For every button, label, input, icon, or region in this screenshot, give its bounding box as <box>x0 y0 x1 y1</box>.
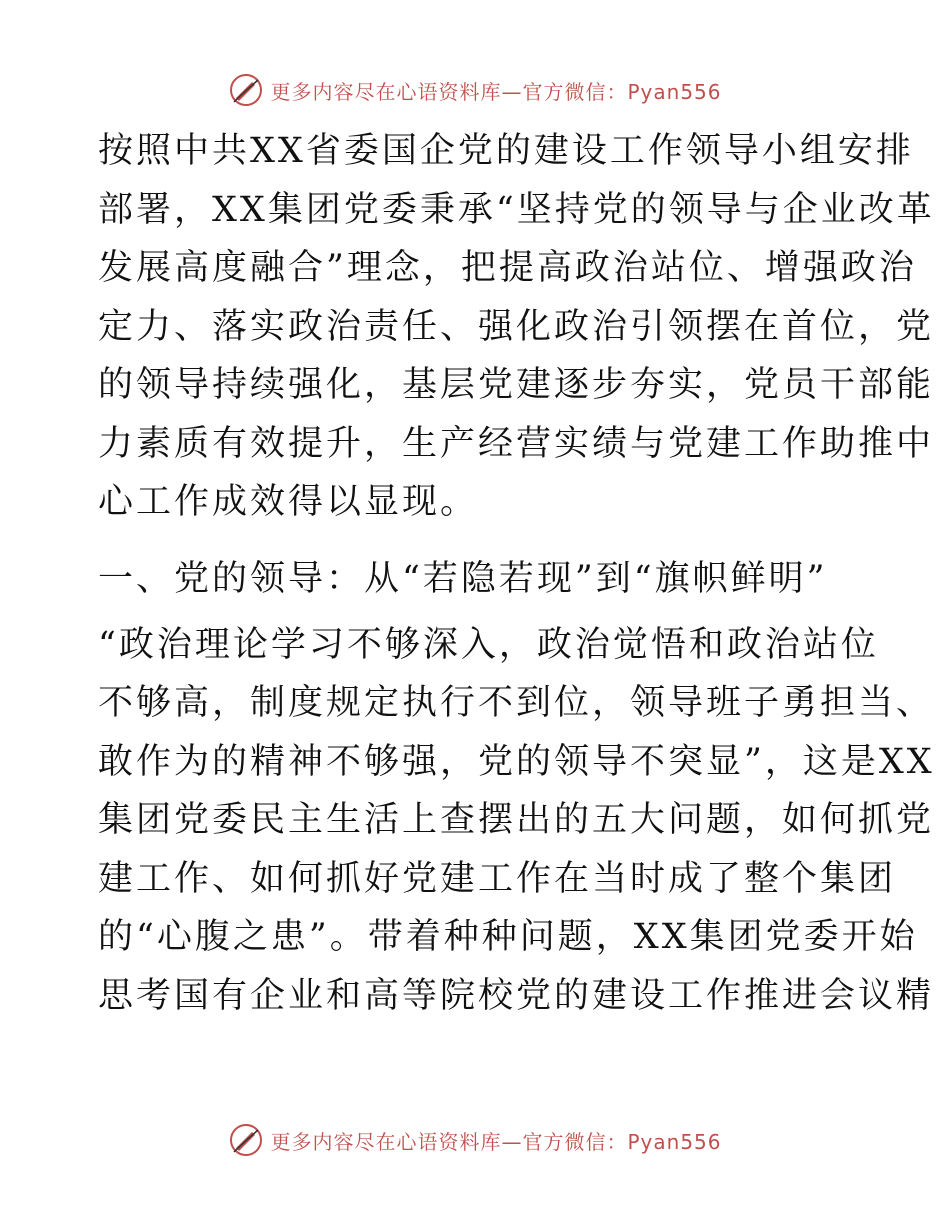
text-line: 定力、落实政治责任、强化政治引领摆在首位，党 <box>98 306 935 347</box>
text-line: 心工作成效得以显现。 <box>98 482 479 522</box>
document-body <box>98 122 935 1025</box>
text-line: 不够高，制度规定执行不到位，领导班子勇担当、 <box>98 683 935 723</box>
text-line: 力素质有效提升，生产经营实绩与党建工作助推中 <box>98 423 935 464</box>
text-line: 部署，XX集团党委秉承“坚持党的领导与企业改革 <box>98 189 935 230</box>
footer-banner-text: 更多内容尽在心语资料库—官方微信：Pyan556 <box>270 1129 722 1154</box>
wechat-id: Pyan556 <box>627 79 722 104</box>
pen-logo-icon <box>228 72 264 108</box>
paragraph-intro <box>98 122 935 532</box>
header-watermark-banner <box>0 70 950 110</box>
text-line: 的领导持续强化，基层党建逐步夯实，党员干部能 <box>98 365 935 405</box>
text-line: 建工作、如何抓好党建工作在当时成了整个集团 <box>98 858 897 899</box>
paragraph-section-one <box>98 616 935 1026</box>
section-heading: 一、党的领导：从“若隐若现”到“旗帜鲜明” <box>98 558 828 599</box>
text-line: 的“心腹之患”。带着种种问题，XX集团党委开始 <box>98 917 918 957</box>
text-line: 集团党委民主生活上查摆出的五大问题，如何抓党 <box>98 800 935 840</box>
footer-watermark-banner <box>0 1120 950 1160</box>
wechat-id: Pyan556 <box>627 1129 722 1154</box>
pen-logo-icon <box>228 1122 264 1158</box>
text-line: 发展高度融合”理念，把提高政治站位、增强政治 <box>98 248 917 288</box>
text-line: 敢作为的精神不够强，党的领导不突显”，这是XX <box>98 741 935 782</box>
header-banner-text: 更多内容尽在心语资料库—官方微信：Pyan556 <box>270 79 722 104</box>
text-line: 思考国有企业和高等院校党的建设工作推进会议精 <box>98 975 935 1016</box>
text-line: 按照中共XX省委国企党的建设工作领导小组安排 <box>98 131 914 171</box>
text-line: “政治理论学习不够深入，政治觉悟和政治站位 <box>98 624 879 665</box>
